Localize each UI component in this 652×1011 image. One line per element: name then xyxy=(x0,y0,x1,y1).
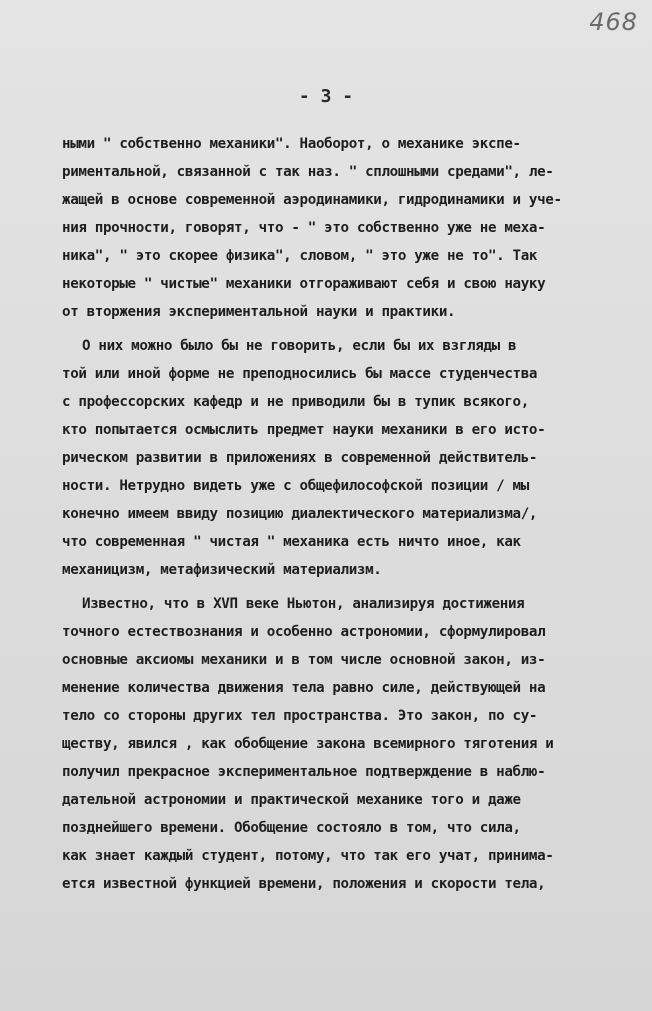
text-line: получил прекрасное экспериментальное подтверждение в наблю- xyxy=(62,764,546,780)
text-line: ника", " это скорее физика", словом, " это уже не то". Так xyxy=(62,248,538,264)
text-line: ными " собственно механики". Наоборот, о механике экспе- xyxy=(62,136,521,152)
text-line: конечно имеем ввиду позицию диалектического материализма/, xyxy=(62,506,538,522)
text-line: жащей в основе современной аэродинамики, гидродинамики и уче- xyxy=(62,192,562,208)
paragraph-first-line: Известно, что в XVП веке Ньютон, анализируя достижения xyxy=(82,596,525,612)
text-line: с профессорских кафедр и не приводили бы в тупик всякого, xyxy=(62,394,529,410)
page-number: - 3 - xyxy=(298,86,354,107)
text-line: ществу, явился , как обобщение закона всемирного тяготения и xyxy=(62,736,554,752)
text-line: механицизм, метафизический материализм. xyxy=(62,562,382,578)
text-line: позднейшего времени. Обобщение состояло в том, что сила, xyxy=(62,820,521,836)
paragraph-first-line: О них можно было бы не говорить, если бы их взгляды в xyxy=(82,338,517,354)
text-line: ности. Нетрудно видеть уже с общефилософской позиции / мы xyxy=(62,478,529,494)
text-line: некоторые " чистые" механики отгораживают себя и свою науку xyxy=(62,276,546,292)
text-line: точного естествознания и особенно астрономии, сформулировал xyxy=(62,624,546,640)
text-line: дательной астрономии и практической механике того и даже xyxy=(62,792,521,808)
text-line: основные аксиомы механики и в том числе основной закон, из- xyxy=(62,652,546,668)
text-line: как знает каждый студент, потому, что так его учат, принима- xyxy=(62,848,554,864)
text-line: риментальной, связанной с так наз. " сплошными средами", ле- xyxy=(62,164,554,180)
text-line: что современная " чистая " механика есть ничто иное, как xyxy=(62,534,521,550)
text-line: ния прочности, говорят, что - " это собственно уже не меха- xyxy=(62,220,546,236)
text-line: от вторжения экспериментальной науки и практики. xyxy=(62,304,456,320)
text-line: кто попытается осмыслить предмет науки механики в его исто- xyxy=(62,422,546,438)
document-body xyxy=(62,130,622,898)
archive-page-number: 468 xyxy=(589,8,638,36)
text-line: тело со стороны других тел пространства. Это закон, по су- xyxy=(62,708,538,724)
text-line: менение количества движения тела равно силе, действующей на xyxy=(62,680,546,696)
text-line: той или иной форме не преподносились бы массе студенчества xyxy=(62,366,538,382)
text-line: рическом развитии в приложениях в современной действитель- xyxy=(62,450,538,466)
text-line: ется известной функцией времени, положения и скорости тела, xyxy=(62,876,546,892)
